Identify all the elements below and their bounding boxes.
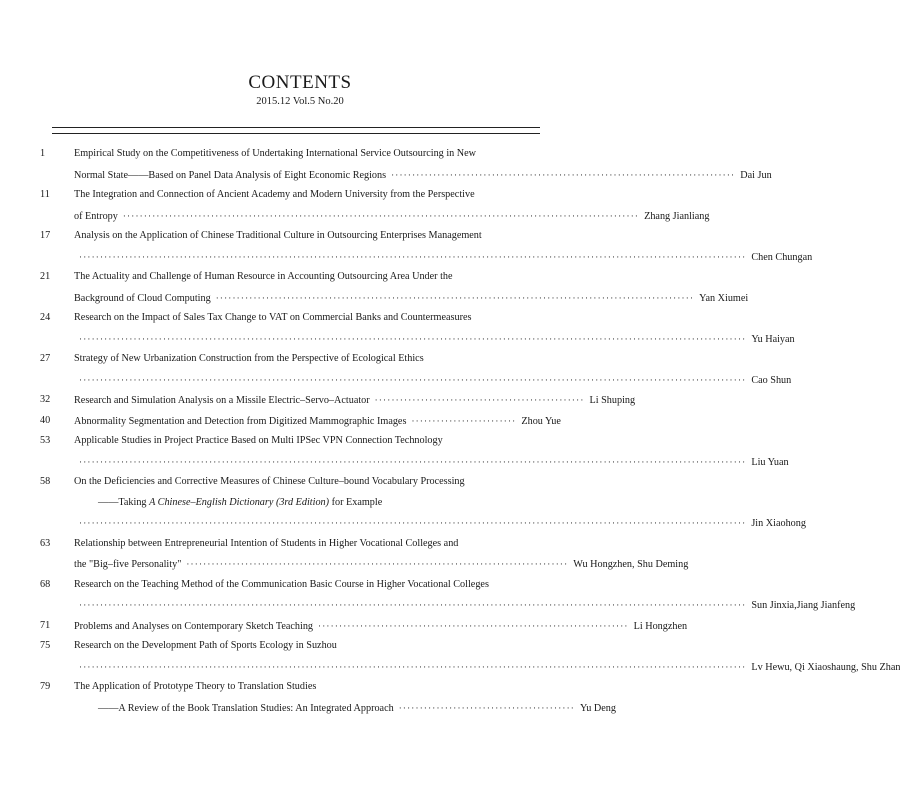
page-number: 58 bbox=[40, 476, 51, 487]
toc-entry[interactable] bbox=[40, 226, 813, 267]
dot-leader: ······························································································································································· bbox=[79, 600, 747, 610]
entry-title: Research on the Development Path of Sports Ecology in Suzhou bbox=[74, 640, 337, 651]
entry-author: Yu Haiyan bbox=[751, 333, 795, 345]
entry-author: Yan Xiumei bbox=[699, 292, 749, 304]
entry-title: Strategy of New Urbanization Construction from the Perspective of Ecological Ethics bbox=[74, 353, 424, 364]
toc-entry[interactable] bbox=[40, 616, 688, 637]
toc-entry[interactable] bbox=[40, 185, 710, 226]
bottom-rule bbox=[52, 133, 540, 134]
entry-author: Lv Hewu, Qi Xiaoshaung, Shu Zhan bbox=[751, 661, 900, 673]
entry-subtitle-prefix: ——Taking bbox=[98, 496, 150, 508]
entry-title-cont: Background of Cloud Computing bbox=[74, 292, 211, 304]
entry-title: The Actuality and Challenge of Human Resource in Accounting Outsourcing Area Under the bbox=[74, 271, 453, 282]
entry-title-cont: the "Big–five Personality" bbox=[74, 559, 182, 570]
dot-leader: ······························································································································································· bbox=[79, 333, 747, 344]
entry-author: Li Hongzhen bbox=[633, 620, 688, 632]
dot-leader: ························· bbox=[411, 415, 517, 426]
page-number: 53 bbox=[40, 435, 51, 446]
entry-title: Abnormality Segmentation and Detection from Digitized Mammographic Images bbox=[74, 415, 407, 427]
entry-author: Zhang Jianliang bbox=[644, 210, 710, 222]
entry-title: Problems and Analyses on Contemporary Sketch Teaching bbox=[74, 620, 314, 632]
entry-author: Li Shuping bbox=[589, 395, 636, 406]
entry-subtitle-italic: A Chinese–English Dictionary (3rd Edition) bbox=[149, 496, 330, 508]
entry-title: On the Deficiencies and Corrective Measures of Chinese Culture–bound Vocabulary Processing bbox=[74, 476, 465, 487]
entry-title: Applicable Studies in Project Practice Based on Multi IPSec VPN Connection Technology bbox=[74, 435, 443, 446]
toc-entry[interactable] bbox=[40, 677, 616, 718]
toc-entry[interactable] bbox=[40, 431, 789, 472]
toc-entry[interactable] bbox=[40, 390, 636, 411]
dot-leader: ··························································································· bbox=[186, 559, 569, 569]
page-number: 68 bbox=[40, 578, 51, 590]
toc-entry[interactable] bbox=[40, 411, 561, 432]
page-title: CONTENTS bbox=[248, 72, 352, 93]
page-number: 1 bbox=[40, 148, 46, 159]
dot-leader: ······························································································································································· bbox=[79, 518, 747, 528]
page-number: 63 bbox=[40, 537, 51, 549]
entry-title: Research on the Teaching Method of the Communication Basic Course in Higher Vocational Colleges bbox=[74, 578, 489, 590]
top-rule bbox=[52, 127, 540, 128]
page-number: 24 bbox=[40, 312, 51, 323]
entry-author: Dai Jun bbox=[740, 169, 772, 181]
toc-entry[interactable] bbox=[40, 636, 900, 677]
page-number: 21 bbox=[40, 271, 51, 282]
entry-author: Jin Xiaohong bbox=[751, 518, 806, 529]
dot-leader: ·········································································· bbox=[318, 620, 629, 631]
dot-leader: ·········································· bbox=[398, 702, 575, 713]
toc-entry[interactable] bbox=[40, 472, 806, 534]
entry-author: Zhou Yue bbox=[521, 415, 561, 427]
toc-entry[interactable] bbox=[40, 267, 749, 308]
dot-leader: ·················································· bbox=[374, 395, 585, 405]
entry-author: Liu Yuan bbox=[751, 456, 789, 468]
toc-entry[interactable] bbox=[40, 349, 792, 390]
toc-entry[interactable] bbox=[40, 575, 856, 616]
entry-title: Research on the Impact of Sales Tax Change to VAT on Commercial Banks and Countermeasures bbox=[74, 312, 472, 323]
page-number: 11 bbox=[40, 189, 50, 200]
page-number: 27 bbox=[40, 353, 51, 364]
entry-title: The Application of Prototype Theory to Translation Studies bbox=[74, 681, 317, 692]
page-number: 71 bbox=[40, 619, 51, 631]
dot-leader: ······························································································································································· bbox=[79, 251, 747, 262]
page-number: 75 bbox=[40, 640, 51, 651]
entry-title: Empirical Study on the Competitiveness of Undertaking International Service Outsourcing in New bbox=[74, 148, 477, 159]
entry-author: Sun Jinxia,Jiang Jianfeng bbox=[751, 600, 856, 611]
page-number: 17 bbox=[40, 230, 51, 241]
toc-entry[interactable] bbox=[40, 534, 689, 575]
entry-author: Chen Chungan bbox=[751, 251, 813, 263]
page-number: 40 bbox=[40, 414, 51, 426]
dot-leader: ······························································································································································· bbox=[79, 456, 747, 467]
page-number: 79 bbox=[40, 681, 51, 692]
dot-leader: ··························································································································· bbox=[122, 210, 640, 221]
dot-leader: ······························································································································································· bbox=[79, 661, 747, 672]
entry-author: Cao Shun bbox=[751, 374, 792, 386]
entry-author: Wu Hongzhen, Shu Deming bbox=[573, 559, 689, 570]
table-of-contents bbox=[40, 144, 900, 718]
entry-title: Research and Simulation Analysis on a Missile Electric–Servo–Actuator bbox=[74, 395, 370, 406]
toc-entry[interactable] bbox=[40, 144, 772, 185]
dot-leader: ·················································································· bbox=[391, 169, 736, 180]
entry-title: Analysis on the Application of Chinese Traditional Culture in Outsourcing Enterprises Management bbox=[74, 230, 482, 241]
page-number: 32 bbox=[40, 394, 51, 405]
dot-leader: ·················································································································· bbox=[215, 292, 695, 303]
entry-title-cont: of Entropy bbox=[74, 210, 118, 222]
entry-title: Relationship between Entrepreneurial Intention of Students in Higher Vocational Colleges and bbox=[74, 537, 459, 549]
entry-author: Yu Deng bbox=[579, 702, 616, 714]
entry-title-cont: Normal State——Based on Panel Data Analysis of Eight Economic Regions bbox=[74, 169, 387, 181]
entry-title: The Integration and Connection of Ancient Academy and Modern University from the Perspective bbox=[74, 189, 475, 200]
dot-leader: ······························································································································································· bbox=[79, 374, 747, 385]
issue-info: 2015.12 Vol.5 No.20 bbox=[256, 96, 344, 107]
entry-subtitle-suffix: for Example bbox=[329, 496, 383, 508]
entry-subtitle: ——A Review of the Book Translation Studies: An Integrated Approach bbox=[98, 702, 394, 714]
toc-entry[interactable] bbox=[40, 308, 795, 349]
